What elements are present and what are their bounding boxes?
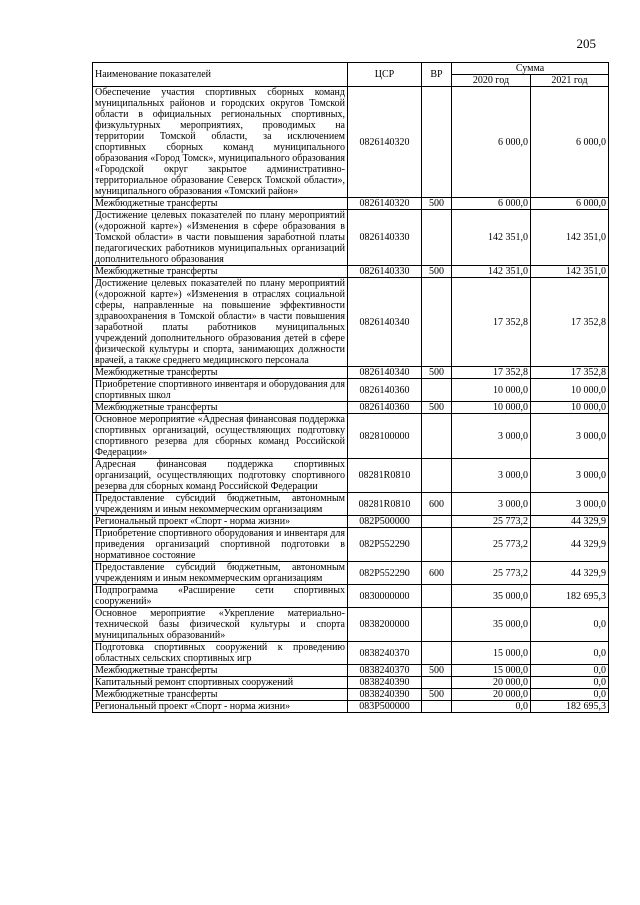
row-vr [422,677,452,689]
table-header-row [93,63,609,75]
header-year-2021: 2021 год [531,75,609,87]
row-name: Обеспечение участия спортивных сборных команд муниципальных районов и городских округов Томской области в официальных региональных спортивных, физкультурных мероприятиях, проводимых на территории Томской области, за исключением спортивных сборных команд муниципального образования «Город Томск», муниципального образования «Городской округ закрытое административно-территориальное образование Северск Томской области», муниципального образования «Томский район» [93,87,348,198]
row-vr [422,414,452,459]
row-2021: 182 695,3 [531,701,609,713]
row-name: Адресная финансовая поддержка спортивных организаций, осуществляющих подготовку спортивного резерва для сборных команд Российской Федерации [93,459,348,493]
row-2021: 0,0 [531,689,609,701]
row-2020: 25 773,2 [452,562,531,585]
table-row [93,367,609,379]
row-2021: 17 352,8 [531,367,609,379]
row-csr: 0838240390 [348,677,422,689]
table-row [93,562,609,585]
row-2021: 17 352,8 [531,278,609,367]
row-csr: 0838240370 [348,642,422,665]
row-vr [422,642,452,665]
row-csr: 082P552290 [348,562,422,585]
row-csr: 0826140330 [348,210,422,266]
table-row [93,585,609,608]
table-row [93,493,609,516]
row-vr [422,87,452,198]
row-name: Межбюджетные трансферты [93,689,348,701]
row-2021: 3 000,0 [531,459,609,493]
row-vr [422,210,452,266]
row-2020: 35 000,0 [452,585,531,608]
row-name: Достижение целевых показателей по плану мероприятий («дорожной карте») «Изменения в отраслях социальной сферы, направленные на повышение эффективности здравоохранения в Томской области» в части повышения заработной платы работников муниципальных учреждений дополнительного образования детей в сфере физической культуры и спорта, занимающих должности врачей, а также среднего медицинского персонала [93,278,348,367]
row-2021: 44 329,9 [531,516,609,528]
row-2020: 17 352,8 [452,278,531,367]
row-2020: 10 000,0 [452,379,531,402]
row-2021: 10 000,0 [531,379,609,402]
row-name: Региональный проект «Спорт - норма жизни» [93,516,348,528]
row-name: Капитальный ремонт спортивных сооружений [93,677,348,689]
header-vr: ВР [422,63,452,87]
row-2020: 3 000,0 [452,493,531,516]
row-csr: 0838240390 [348,689,422,701]
row-2020: 25 773,2 [452,528,531,562]
table-row [93,689,609,701]
row-csr: 0826140340 [348,367,422,379]
row-vr [422,379,452,402]
row-2020: 142 351,0 [452,210,531,266]
row-2021: 3 000,0 [531,414,609,459]
row-name: Межбюджетные трансферты [93,266,348,278]
row-vr: 500 [422,367,452,379]
table-row [93,402,609,414]
row-csr: 0826140320 [348,87,422,198]
header-year-2020: 2020 год [452,75,531,87]
row-2021: 142 351,0 [531,266,609,278]
table-row [93,379,609,402]
row-name: Межбюджетные трансферты [93,198,348,210]
table-row [93,665,609,677]
row-vr: 500 [422,665,452,677]
table-row [93,608,609,642]
row-name: Межбюджетные трансферты [93,665,348,677]
table-row [93,642,609,665]
header-sum: Сумма [452,63,609,75]
row-csr: 082P552290 [348,528,422,562]
row-vr: 500 [422,266,452,278]
row-csr: 0828100000 [348,414,422,459]
row-name: Достижение целевых показателей по плану мероприятий («дорожной карте») «Изменения в сфере образования в Томской области» в части повышения заработной платы педагогических работников муниципальных организаций дополнительного образования [93,210,348,266]
row-2021: 142 351,0 [531,210,609,266]
row-vr [422,459,452,493]
row-csr: 0826140360 [348,402,422,414]
row-2021: 0,0 [531,665,609,677]
row-csr: 0826140340 [348,278,422,367]
row-2020: 0,0 [452,701,531,713]
row-2020: 25 773,2 [452,516,531,528]
table-row [93,701,609,713]
row-2020: 3 000,0 [452,459,531,493]
row-vr [422,585,452,608]
row-name: Предоставление субсидий бюджетным, автономным учреждениям и иным некоммерческим организациям [93,493,348,516]
row-2021: 6 000,0 [531,87,609,198]
row-2021: 0,0 [531,677,609,689]
table-row [93,87,609,198]
row-2021: 44 329,9 [531,562,609,585]
row-csr: 08281R0810 [348,459,422,493]
row-vr: 500 [422,689,452,701]
table-row [93,528,609,562]
row-2020: 6 000,0 [452,198,531,210]
row-vr: 600 [422,562,452,585]
row-csr: 08281R0810 [348,493,422,516]
budget-table [92,62,609,713]
table-row [93,414,609,459]
row-csr: 0826140320 [348,198,422,210]
row-2020: 3 000,0 [452,414,531,459]
row-name: Межбюджетные трансферты [93,402,348,414]
row-csr: 083P500000 [348,701,422,713]
row-vr [422,516,452,528]
row-2020: 6 000,0 [452,87,531,198]
row-vr [422,278,452,367]
row-2021: 0,0 [531,608,609,642]
row-vr [422,608,452,642]
row-csr: 0826140360 [348,379,422,402]
row-name: Межбюджетные трансферты [93,367,348,379]
table-row [93,459,609,493]
header-csr: ЦСР [348,63,422,87]
table-row [93,198,609,210]
row-name: Региональный проект «Спорт - норма жизни» [93,701,348,713]
row-2020: 142 351,0 [452,266,531,278]
row-2021: 44 329,9 [531,528,609,562]
row-2021: 3 000,0 [531,493,609,516]
row-vr [422,701,452,713]
row-2020: 15 000,0 [452,665,531,677]
table-row [93,677,609,689]
row-name: Приобретение спортивного инвентаря и оборудования для спортивных школ [93,379,348,402]
row-2021: 10 000,0 [531,402,609,414]
table-row [93,278,609,367]
row-name: Подготовка спортивных сооружений к проведению областных сельских спортивных игр [93,642,348,665]
row-name: Приобретение спортивного оборудования и инвентаря для приведения организаций спортивной подготовки в нормативное состояние [93,528,348,562]
row-2020: 35 000,0 [452,608,531,642]
header-name: Наименование показателей [93,63,348,87]
row-2021: 6 000,0 [531,198,609,210]
row-csr: 0830000000 [348,585,422,608]
row-vr: 500 [422,198,452,210]
row-name: Подпрограмма «Расширение сети спортивных сооружений» [93,585,348,608]
row-2020: 10 000,0 [452,402,531,414]
row-vr: 500 [422,402,452,414]
row-name: Основное мероприятие «Адресная финансовая поддержка спортивных организаций, осуществляющих подготовку спортивного резерва для сборных команд Российской Федерации» [93,414,348,459]
row-csr: 0838240370 [348,665,422,677]
row-csr: 082P500000 [348,516,422,528]
row-2020: 17 352,8 [452,367,531,379]
row-csr: 0838200000 [348,608,422,642]
row-name: Предоставление субсидий бюджетным, автономным учреждениям и иным некоммерческим организациям [93,562,348,585]
row-2020: 20 000,0 [452,689,531,701]
row-2020: 15 000,0 [452,642,531,665]
table-row [93,266,609,278]
row-vr [422,528,452,562]
row-csr: 0826140330 [348,266,422,278]
row-2021: 0,0 [531,642,609,665]
page-number: 205 [576,36,596,51]
row-vr: 600 [422,493,452,516]
row-name: Основное мероприятие «Укрепление материально-технической базы физической культуры и спорта муниципальных образований» [93,608,348,642]
row-2021: 182 695,3 [531,585,609,608]
table-row [93,516,609,528]
table-row [93,210,609,266]
row-2020: 20 000,0 [452,677,531,689]
